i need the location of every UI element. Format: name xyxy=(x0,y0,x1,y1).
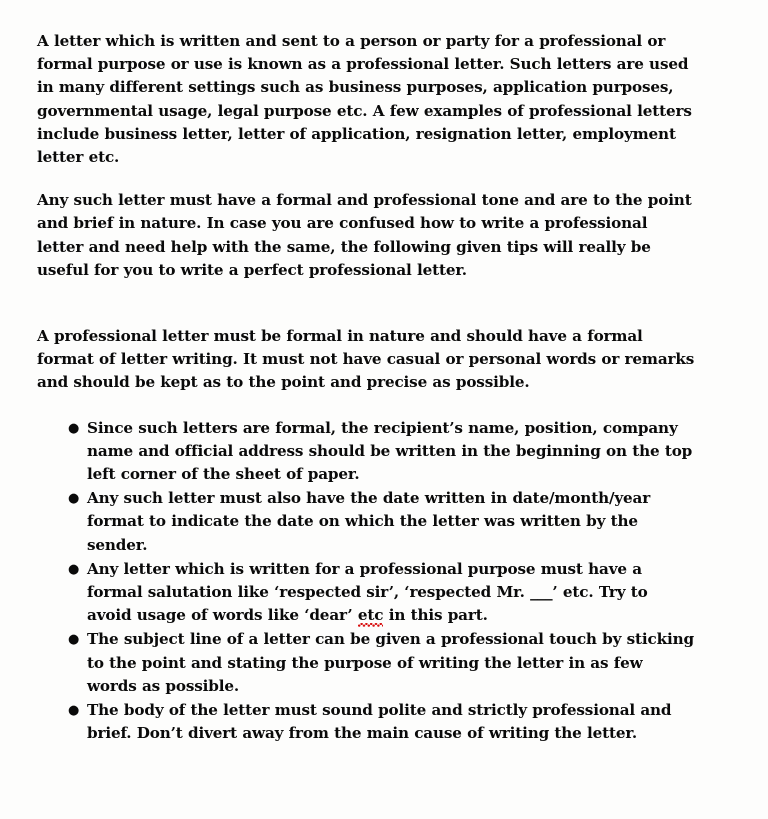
list-item-text: Any such letter must also have the date written in date/month/year format to indicate the date on which the letter was written by the sender. xyxy=(87,489,651,554)
bullet-icon: ● xyxy=(68,632,80,648)
list-item-text: The subject line of a letter can be given a professional touch by sticking to the point and stating the purpose of writing the letter in as few words as possible. xyxy=(87,630,694,695)
list-item xyxy=(66,628,697,698)
bullet-icon: ● xyxy=(68,561,80,577)
list-item xyxy=(66,558,697,628)
paragraph-intro: A letter which is written and sent to a person or party for a professional or formal purpose or use is known as a professional letter. Such letters are used in many different settings such as business purposes, application purposes, governmental usage, legal purpose etc. A few examples of professional letters include business letter, letter of application, resignation letter, employment letter etc. xyxy=(37,32,692,167)
spellcheck-misspelled-word: etc xyxy=(358,606,383,627)
bullet-icon: ● xyxy=(68,703,80,719)
bullet-icon: ● xyxy=(68,491,80,507)
list-item-text: The body of the letter must sound polite and strictly professional and brief. Don’t divert away from the main cause of writing the letter. xyxy=(87,701,672,743)
document-body xyxy=(37,30,697,746)
list-item-text-before: Any letter which is written for a professional purpose must have a formal salutation like ‘respected sir’, ‘respected Mr. ___’ etc. Try to avoid usage of words like ‘dear’ xyxy=(87,559,648,625)
list-item xyxy=(66,699,697,745)
bullet-icon: ● xyxy=(68,420,80,436)
paragraph-format: A professional letter must be formal in nature and should have a formal format of letter writing. It must not have casual or personal words or remarks and should be kept as to the point and precise as possible. xyxy=(37,327,695,392)
list-item-text: Since such letters are formal, the recipient’s name, position, company name and official address should be written in the beginning on the top left corner of the sheet of paper. xyxy=(87,418,693,484)
list-item xyxy=(66,417,697,487)
list-item-text-after: in this part. xyxy=(383,606,488,625)
list-item xyxy=(66,487,697,557)
paragraph-tone: Any such letter must have a formal and professional tone and are to the point and brief in nature. In case you are confused how to write a professional letter and need help with the same, the following given tips will really be useful for you to write a perfect professional letter. xyxy=(37,191,692,279)
tips-list xyxy=(37,417,697,746)
